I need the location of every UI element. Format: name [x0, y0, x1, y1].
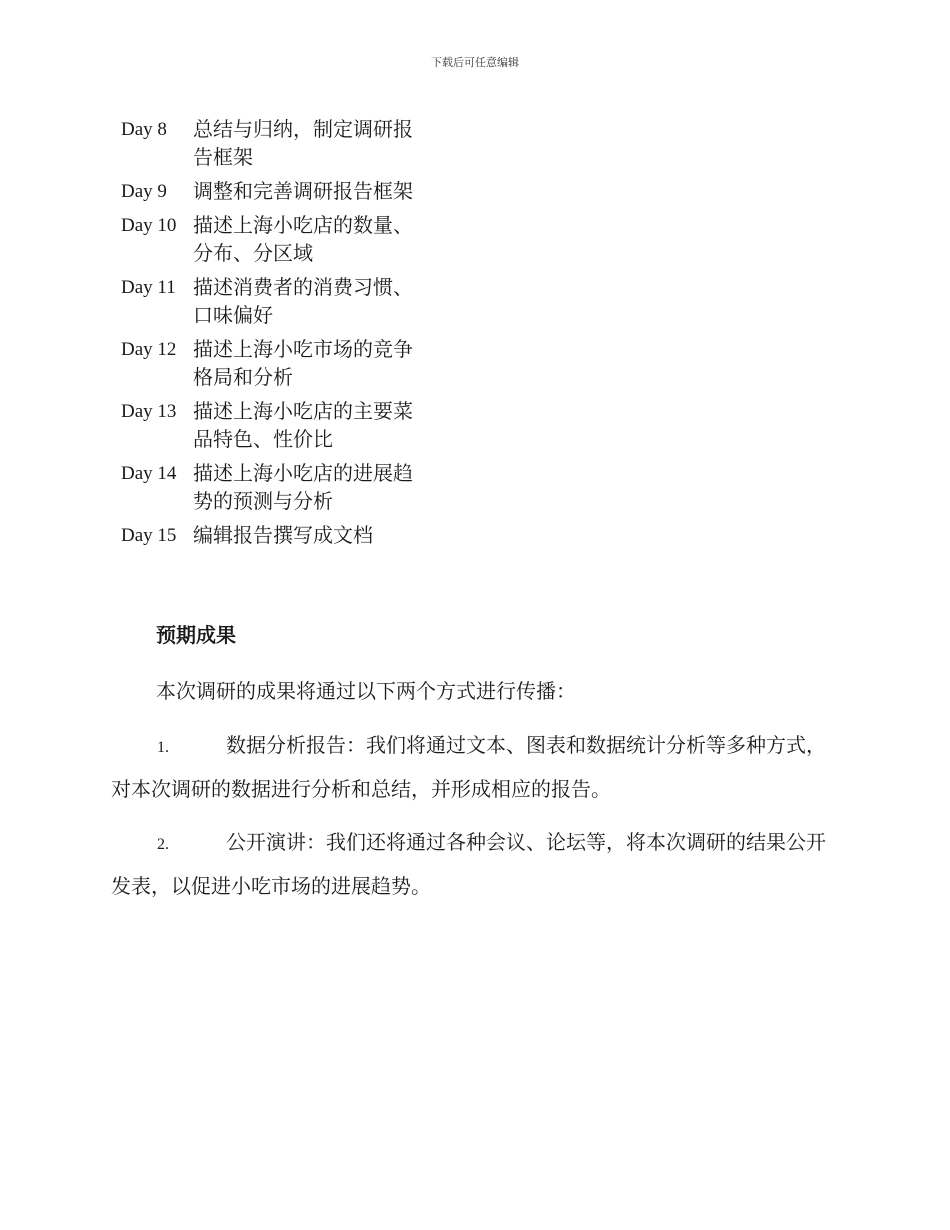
schedule-day: Day 8	[121, 119, 167, 140]
list-item	[111, 822, 836, 908]
schedule-day: Day 9	[121, 181, 167, 202]
schedule-day: Day 13	[121, 401, 177, 422]
schedule-row	[121, 212, 421, 268]
schedule-row	[121, 522, 421, 550]
section-heading: 预期成果	[156, 625, 236, 647]
schedule-row	[121, 336, 421, 392]
list-item	[111, 725, 836, 811]
schedule-task: 描述上海小吃店的数量、分布、分区域	[193, 215, 413, 265]
schedule-day: Day 11	[121, 277, 176, 298]
schedule-row	[121, 274, 421, 330]
list-number: 2.	[157, 836, 169, 853]
schedule-task: 描述消费者的消费习惯、口味偏好	[193, 277, 413, 327]
schedule-row	[121, 460, 421, 516]
list-item-text: 公开演讲：我们还将通过各种会议、论坛等，将本次调研的结果公开发表，以促进小吃市场的进展趋势。	[111, 832, 826, 898]
schedule-task: 调整和完善调研报告框架	[193, 181, 413, 203]
list-item-text: 数据分析报告：我们将通过文本、图表和数据统计分析等多种方式，对本次调研的数据进行分析和总结，并形成相应的报告。	[111, 735, 826, 801]
intro-paragraph: 本次调研的成果将通过以下两个方式进行传播：	[156, 681, 576, 703]
schedule-task: 描述上海小吃店的主要菜品特色、性价比	[193, 401, 413, 451]
list-number: 1.	[157, 739, 169, 756]
schedule-row	[121, 398, 421, 454]
schedule-task: 描述上海小吃店的进展趋势的预测与分析	[193, 463, 413, 513]
schedule-row	[121, 116, 421, 172]
schedule-row	[121, 178, 421, 206]
schedule-day: Day 15	[121, 525, 177, 546]
schedule-table	[121, 116, 421, 556]
schedule-task: 编辑报告撰写成文档	[193, 525, 373, 547]
schedule-day: Day 10	[121, 215, 177, 236]
schedule-day: Day 14	[121, 463, 177, 484]
schedule-task: 总结与归纳，制定调研报告框架	[193, 119, 413, 169]
schedule-task: 描述上海小吃市场的竞争格局和分析	[193, 339, 413, 389]
page-header: 下载后可任意编辑	[431, 57, 519, 69]
schedule-day: Day 12	[121, 339, 177, 360]
